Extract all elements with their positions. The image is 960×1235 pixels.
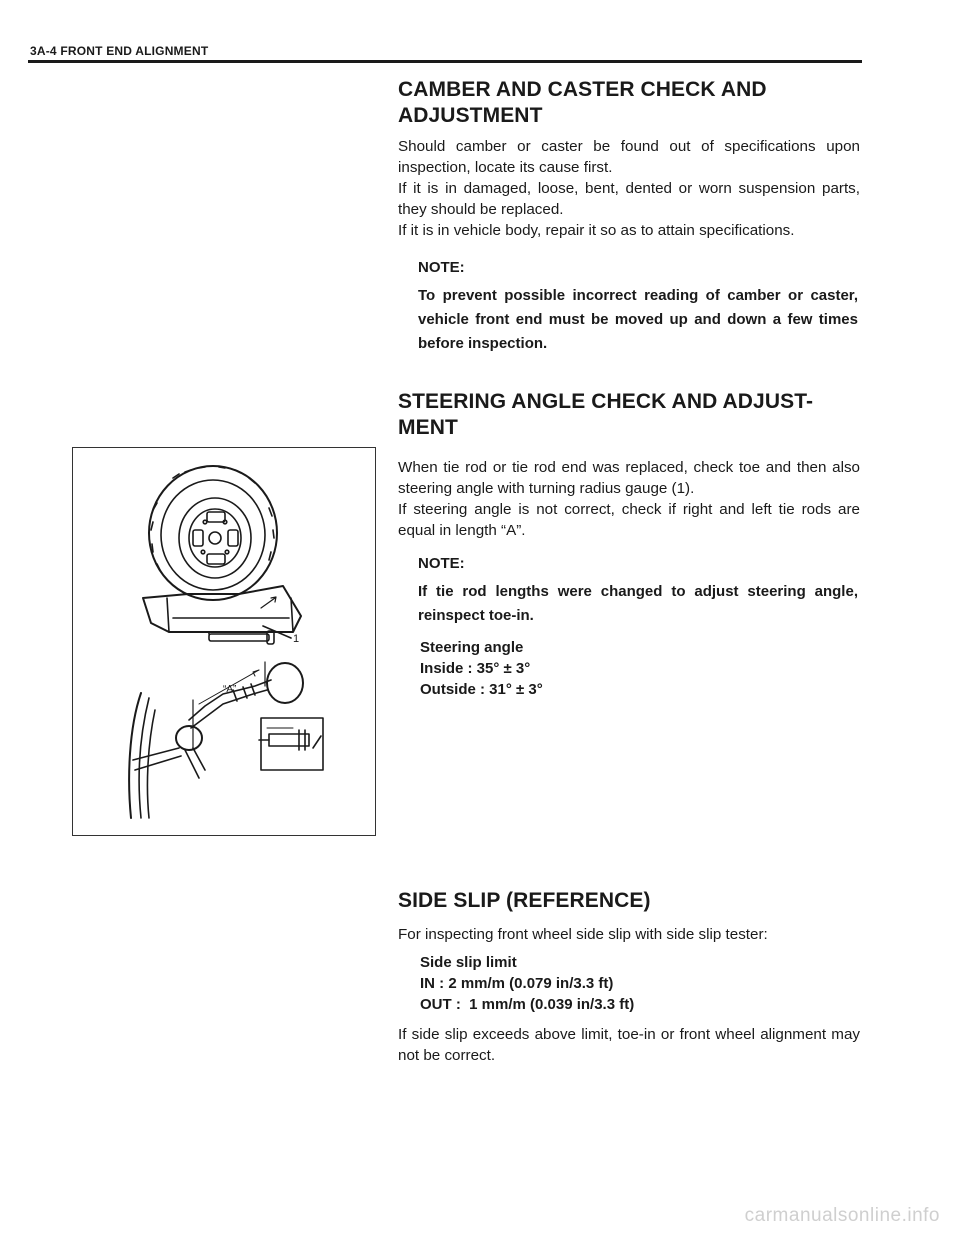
paragraph: If steering angle is not correct, check if right and left tie rods are equal in length “A”. bbox=[398, 501, 860, 539]
section-title: CAMBER AND CASTER CHECK AND ADJUSTMENT bbox=[398, 78, 767, 127]
section-steering-angle bbox=[398, 389, 860, 541]
spec-inside: Inside : 35° ± 3° bbox=[420, 660, 531, 677]
note-label: NOTE: bbox=[418, 259, 465, 276]
section-camber-caster bbox=[398, 77, 860, 241]
note-box bbox=[418, 256, 858, 356]
note-label: NOTE: bbox=[418, 555, 465, 572]
note-box bbox=[418, 552, 858, 628]
spec-title: Side slip limit bbox=[420, 954, 517, 971]
paragraph: When tie rod or tie rod end was replaced, check toe and then also steering angle with turning radius gauge (1). bbox=[398, 459, 860, 497]
section-side-slip bbox=[398, 888, 860, 945]
spec-in: IN : 2 mm/m (0.079 in/3.3 ft) bbox=[420, 975, 614, 992]
running-header: 3A-4 FRONT END ALIGNMENT bbox=[30, 44, 209, 58]
steering-angle-spec bbox=[420, 637, 543, 700]
note-text: If tie rod lengths were changed to adjust steering angle, reinspect toe-in. bbox=[418, 583, 858, 624]
watermark: carmanualsonline.info bbox=[744, 1205, 940, 1226]
section-title: SIDE SLIP (REFERENCE) bbox=[398, 889, 651, 912]
section-title: STEERING ANGLE CHECK AND ADJUST- MENT bbox=[398, 390, 814, 439]
paragraph: If it is in damaged, loose, bent, dented or worn suspension parts, they should be replaced. bbox=[398, 180, 860, 218]
spec-outside: Outside : 31° ± 3° bbox=[420, 681, 543, 698]
side-slip-spec bbox=[420, 952, 634, 1015]
callout-a: “A” bbox=[223, 684, 237, 695]
side-slip-conclusion bbox=[398, 1024, 860, 1066]
spec-out: OUT : 1 mm/m (0.039 in/3.3 ft) bbox=[420, 996, 635, 1013]
paragraph: Should camber or caster be found out of specifications upon inspection, locate its cause first. bbox=[398, 138, 860, 176]
note-text: To prevent possible incorrect reading of camber or caster, vehicle front end must be moved up and down a few times before inspection. bbox=[418, 287, 858, 352]
steering-figure bbox=[72, 447, 376, 836]
header-rule bbox=[28, 60, 862, 63]
spec-title: Steering angle bbox=[420, 639, 524, 656]
paragraph: If it is in vehicle body, repair it so as to attain specifications. bbox=[398, 222, 795, 239]
paragraph: For inspecting front wheel side slip with side slip tester: bbox=[398, 926, 768, 943]
callout-1: 1 bbox=[293, 633, 300, 645]
paragraph: If side slip exceeds above limit, toe-in or front wheel alignment may not be correct. bbox=[398, 1026, 860, 1064]
turning-radius-gauge-illustration bbox=[73, 448, 375, 835]
